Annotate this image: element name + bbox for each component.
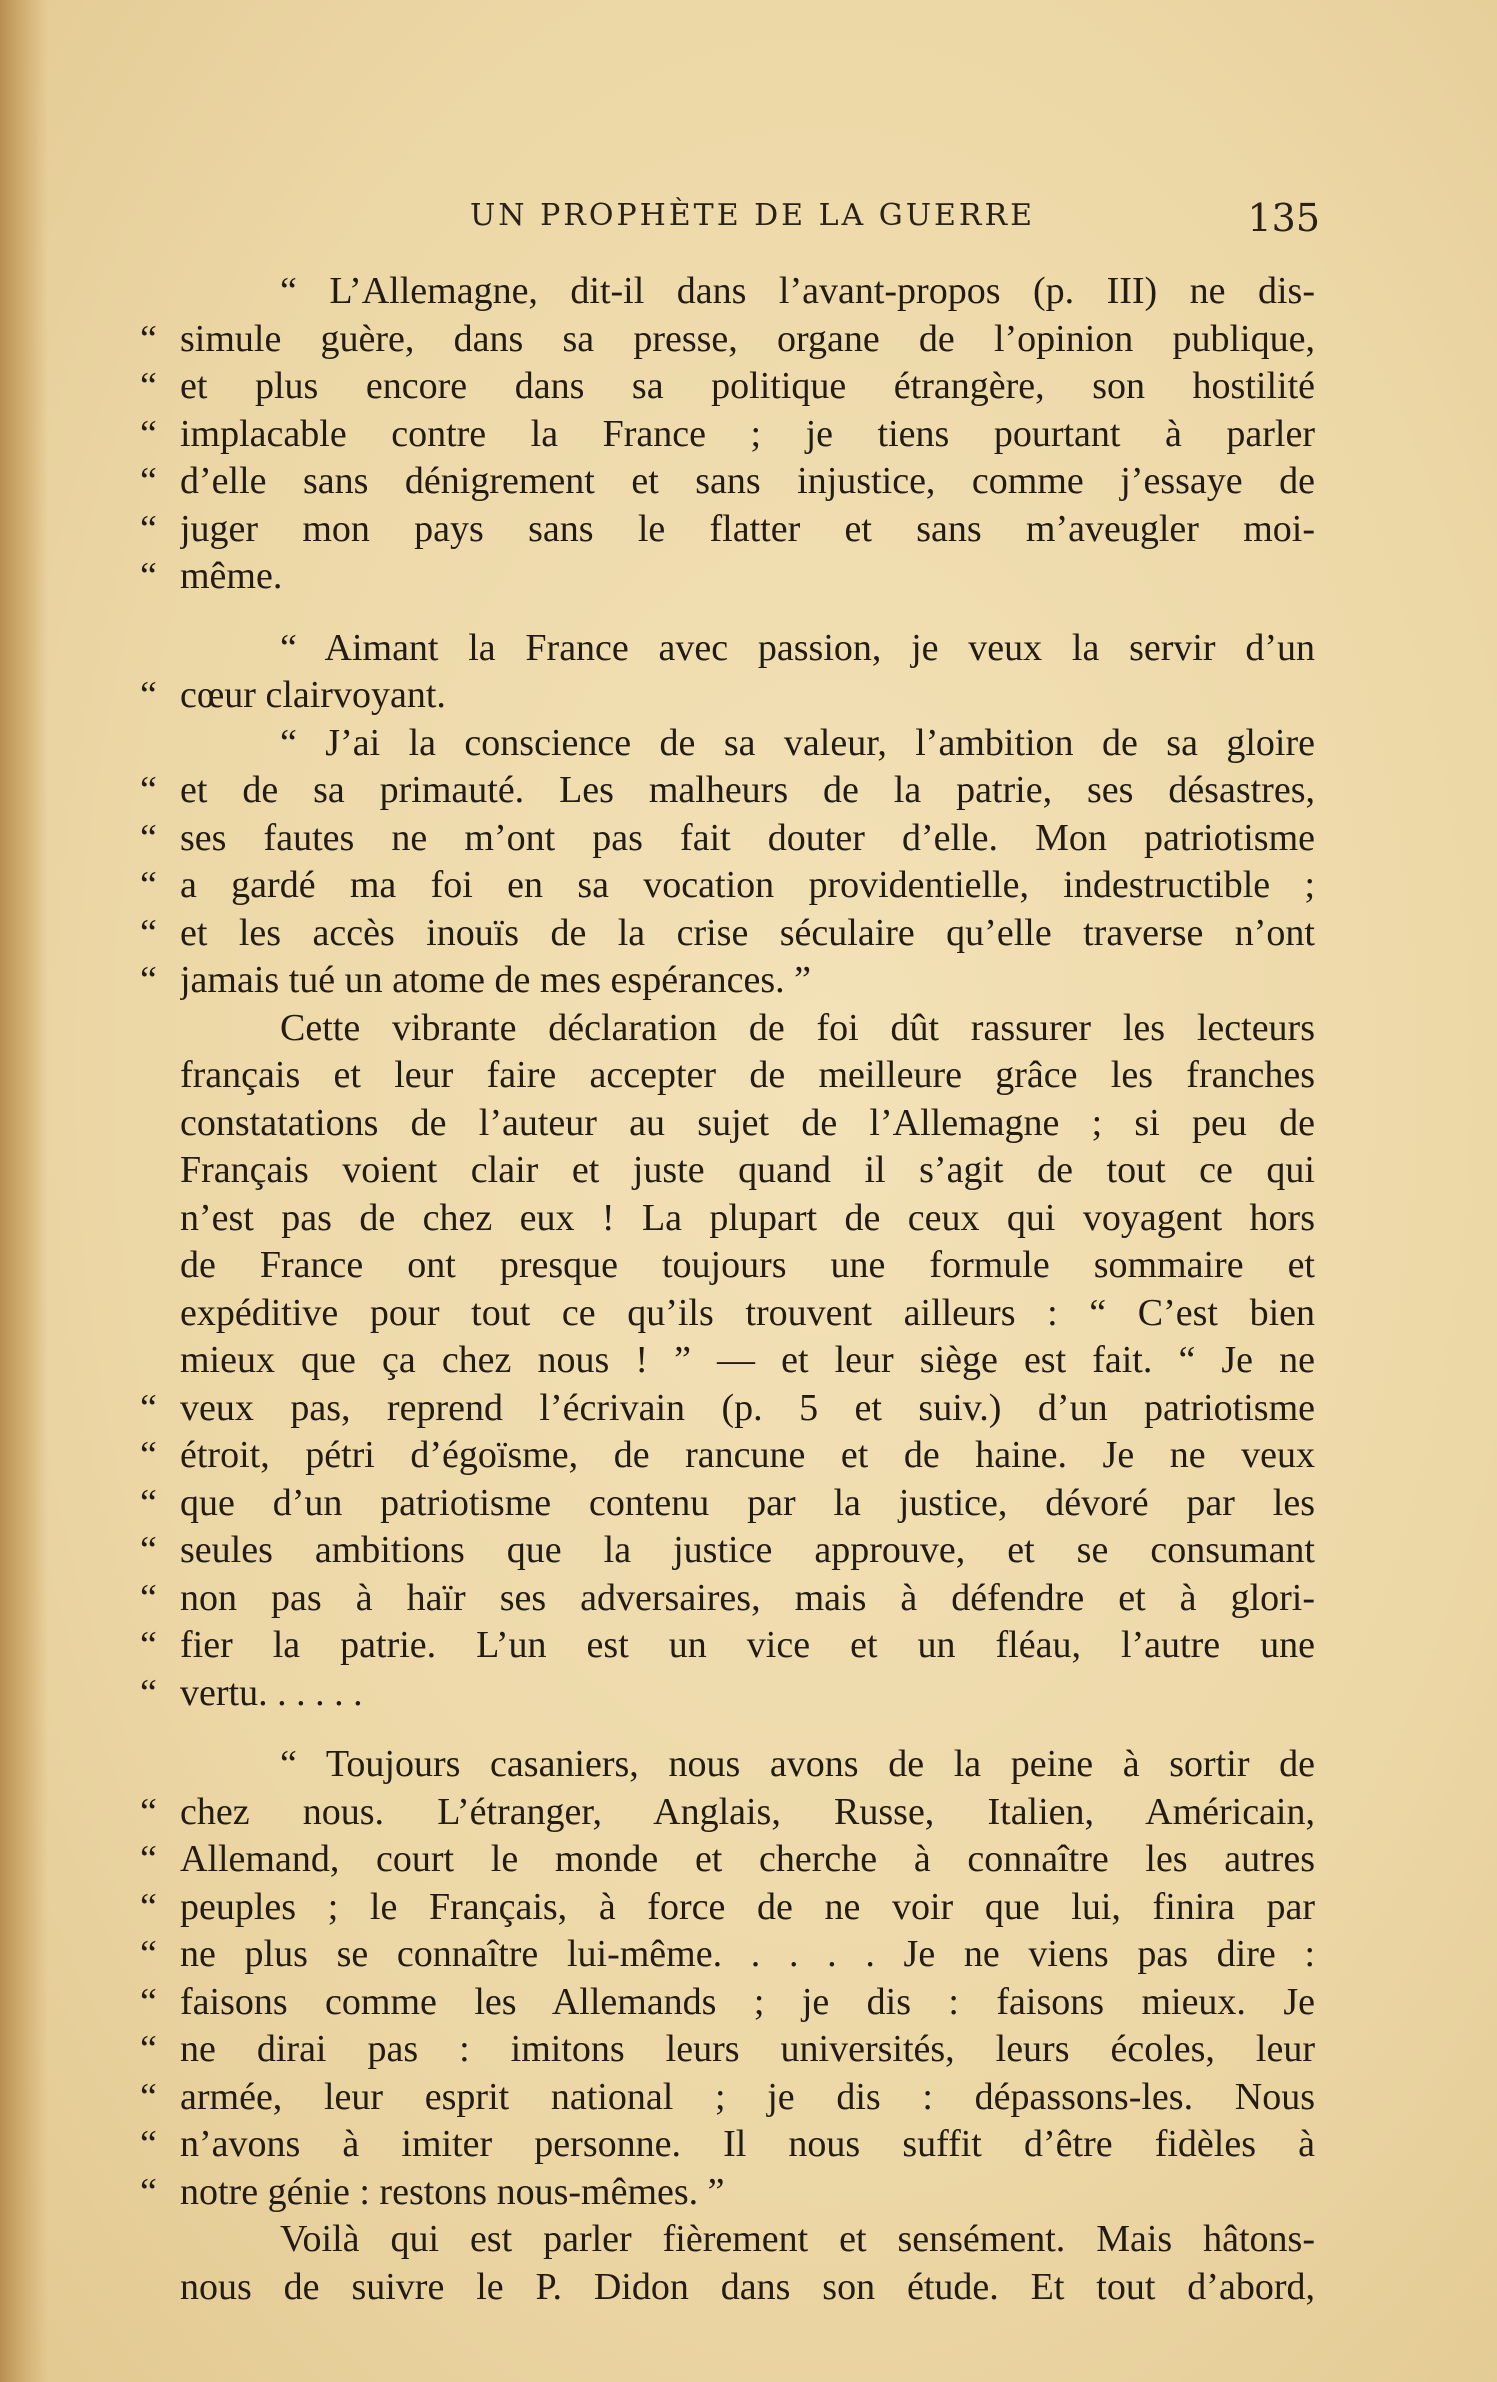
quote-mark: “ bbox=[140, 1386, 157, 1429]
text-line bbox=[140, 1195, 1315, 1243]
line-text: et plus encore dans sa politique étrangère, son hostilité bbox=[180, 365, 1315, 407]
quote-mark: “ bbox=[140, 2170, 157, 2213]
text-line bbox=[140, 2026, 1315, 2074]
line-text: et les accès inouïs de la crise séculaire qu’elle traverse n’ont bbox=[180, 911, 1315, 954]
line-text: que d’un patriotisme contenu par la justice, dévoré par les bbox=[180, 1481, 1315, 1524]
text-line bbox=[140, 2264, 1315, 2312]
line-text: ses fautes ne m’ont pas fait douter d’elle. Mon patriotisme bbox=[180, 816, 1315, 859]
text-line bbox=[140, 862, 1315, 910]
line-text: notre génie : restons nous-mêmes. ” bbox=[180, 2170, 725, 2213]
text-line bbox=[140, 553, 1315, 601]
quote-mark: “ bbox=[140, 365, 157, 407]
quote-mark bbox=[140, 1147, 180, 1195]
text-line bbox=[140, 1884, 1315, 1932]
line-text: nous de suivre le P. Didon dans son étude. Et tout d’abord, bbox=[180, 2265, 1315, 2308]
text-line bbox=[140, 506, 1315, 554]
text-line bbox=[140, 672, 1315, 720]
text-line bbox=[140, 1979, 1315, 2027]
quote-mark bbox=[140, 2216, 180, 2264]
text-line bbox=[140, 1931, 1315, 1979]
quote-mark: “ bbox=[140, 1624, 157, 1666]
quote-mark: “ bbox=[140, 1790, 157, 1833]
line-text: français et leur faire accepter de meilleure grâce les franches bbox=[180, 1054, 1315, 1096]
quote-mark: “ bbox=[140, 1671, 157, 1714]
line-text: “ J’ai la conscience de sa valeur, l’ambition de sa gloire bbox=[280, 721, 1315, 764]
quote-mark: “ bbox=[140, 1481, 157, 1524]
line-text: Voilà qui est parler fièrement et sensément. Mais hâtons- bbox=[280, 2218, 1315, 2260]
line-text: d’elle sans dénigrement et sans injustice, comme j’essaye de bbox=[180, 460, 1315, 502]
quote-mark: “ bbox=[140, 2123, 157, 2165]
quote-mark bbox=[140, 2264, 180, 2312]
text-line bbox=[140, 1147, 1315, 1195]
line-text: fier la patrie. L’un est un vice et un fléau, l’autre une bbox=[180, 1624, 1315, 1666]
text-line bbox=[140, 268, 1315, 316]
line-text: cœur clairvoyant. bbox=[180, 674, 446, 716]
line-text: juger mon pays sans le flatter et sans m’aveugler moi- bbox=[180, 507, 1315, 550]
text-line bbox=[140, 1005, 1315, 1053]
text-line bbox=[140, 2074, 1315, 2122]
quote-mark bbox=[140, 268, 180, 316]
line-text: vertu. . . . . . bbox=[180, 1671, 363, 1714]
text-line bbox=[140, 910, 1315, 958]
line-text: a gardé ma foi en sa vocation providentielle, indestructible ; bbox=[180, 864, 1315, 906]
quote-mark: “ bbox=[140, 1529, 157, 1571]
text-line bbox=[140, 1622, 1315, 1670]
line-text: “ L’Allemagne, dit-il dans l’avant-propos (p. III) ne dis- bbox=[280, 270, 1315, 312]
quote-mark: “ bbox=[140, 1933, 157, 1975]
text-line bbox=[140, 1670, 1315, 1718]
page-header bbox=[150, 186, 1320, 256]
body-text bbox=[140, 268, 1315, 2311]
quote-mark: “ bbox=[140, 674, 157, 716]
quote-mark: “ bbox=[140, 1576, 157, 1619]
quote-mark bbox=[140, 1005, 180, 1053]
line-text: expéditive pour tout ce qu’ils trouvent ailleurs : “ C’est bien bbox=[180, 1291, 1315, 1334]
text-line bbox=[140, 1242, 1315, 1290]
quote-mark: “ bbox=[140, 1434, 157, 1476]
line-text: peuples ; le Français, à force de ne voir que lui, finira par bbox=[180, 1885, 1315, 1928]
quote-mark: “ bbox=[140, 1980, 157, 2023]
quote-mark: “ bbox=[140, 507, 157, 550]
text-line bbox=[140, 1052, 1315, 1100]
quote-mark bbox=[140, 1242, 180, 1290]
line-text: armée, leur esprit national ; je dis : dépassons-les. Nous bbox=[180, 2075, 1315, 2118]
text-line bbox=[140, 1290, 1315, 1338]
text-line bbox=[140, 2216, 1315, 2264]
quote-mark: “ bbox=[140, 460, 157, 502]
quote-mark: “ bbox=[140, 1838, 157, 1880]
text-line bbox=[140, 363, 1315, 411]
text-line bbox=[140, 2169, 1315, 2217]
quote-mark bbox=[140, 1337, 180, 1385]
text-line bbox=[140, 1527, 1315, 1575]
page-gutter-shadow bbox=[0, 0, 48, 2382]
line-text: seules ambitions que la justice approuve, et se consumant bbox=[180, 1529, 1315, 1571]
text-line bbox=[140, 625, 1315, 673]
line-text: constatations de l’auteur au sujet de l’Allemagne ; si peu de bbox=[180, 1101, 1315, 1144]
text-line bbox=[140, 316, 1315, 364]
line-text: non pas à haïr ses adversaires, mais à défendre et à glori- bbox=[180, 1576, 1315, 1619]
line-text: Allemand, court le monde et cherche à connaître les autres bbox=[180, 1838, 1315, 1880]
quote-mark bbox=[140, 1741, 180, 1789]
line-text: ne dirai pas : imitons leurs universités, leurs écoles, leur bbox=[180, 2028, 1315, 2070]
text-line bbox=[140, 1789, 1315, 1837]
quote-mark: “ bbox=[140, 317, 157, 360]
line-text: veux pas, reprend l’écrivain (p. 5 et suiv.) d’un patriotisme bbox=[180, 1386, 1315, 1429]
line-text: Cette vibrante déclaration de foi dût rassurer les lecteurs bbox=[280, 1006, 1315, 1049]
text-line bbox=[140, 815, 1315, 863]
running-title: UN PROPHÈTE DE LA GUERRE bbox=[470, 198, 1035, 233]
text-line bbox=[140, 1100, 1315, 1148]
paragraph-gap bbox=[140, 601, 1315, 625]
text-line bbox=[140, 720, 1315, 768]
text-line bbox=[140, 1741, 1315, 1789]
text-line bbox=[140, 767, 1315, 815]
line-text: ne plus se connaître lui-même. . . . . Je ne viens pas dire : bbox=[180, 1933, 1315, 1975]
line-text: simule guère, dans sa presse, organe de l’opinion publique, bbox=[180, 317, 1315, 360]
quote-mark: “ bbox=[140, 2075, 157, 2118]
text-line bbox=[140, 1432, 1315, 1480]
line-text: n’avons à imiter personne. Il nous suffit d’être fidèles à bbox=[180, 2123, 1315, 2165]
quote-mark bbox=[140, 1100, 180, 1148]
text-line bbox=[140, 2121, 1315, 2169]
quote-mark: “ bbox=[140, 816, 157, 859]
quote-mark: “ bbox=[140, 412, 157, 455]
quote-mark: “ bbox=[140, 864, 157, 906]
quote-mark bbox=[140, 720, 180, 768]
line-text: mieux que ça chez nous ! ” — et leur siège est fait. “ Je ne bbox=[180, 1339, 1315, 1381]
quote-mark: “ bbox=[140, 911, 157, 954]
line-text: et de sa primauté. Les malheurs de la patrie, ses désastres, bbox=[180, 769, 1315, 811]
line-text: “ Aimant la France avec passion, je veux la servir d’un bbox=[280, 626, 1315, 669]
quote-mark bbox=[140, 1195, 180, 1243]
text-line bbox=[140, 1836, 1315, 1884]
line-text: implacable contre la France ; je tiens pourtant à parler bbox=[180, 412, 1315, 455]
text-line bbox=[140, 411, 1315, 459]
text-line bbox=[140, 957, 1315, 1005]
text-line bbox=[140, 1575, 1315, 1623]
quote-mark: “ bbox=[140, 555, 157, 597]
quote-mark: “ bbox=[140, 2028, 157, 2070]
text-line bbox=[140, 1385, 1315, 1433]
text-line bbox=[140, 1337, 1315, 1385]
quote-mark bbox=[140, 1290, 180, 1338]
paragraph-gap bbox=[140, 1717, 1315, 1741]
quote-mark: “ bbox=[140, 769, 157, 811]
line-text: chez nous. L’étranger, Anglais, Russe, Italien, Américain, bbox=[180, 1790, 1315, 1833]
line-text: n’est pas de chez eux ! La plupart de ceux qui voyagent hors bbox=[180, 1196, 1315, 1239]
quote-mark bbox=[140, 625, 180, 673]
line-text: de France ont presque toujours une formule sommaire et bbox=[180, 1244, 1315, 1286]
line-text: jamais tué un atome de mes espérances. ” bbox=[180, 959, 811, 1001]
quote-mark: “ bbox=[140, 1885, 157, 1928]
line-text: faisons comme les Allemands ; je dis : faisons mieux. Je bbox=[180, 1980, 1315, 2023]
quote-mark bbox=[140, 1052, 180, 1100]
text-line bbox=[140, 458, 1315, 506]
quote-mark: “ bbox=[140, 959, 157, 1001]
line-text: Français voient clair et juste quand il s’agit de tout ce qui bbox=[180, 1149, 1315, 1191]
line-text: même. bbox=[180, 555, 283, 597]
page-number: 135 bbox=[1247, 196, 1320, 240]
line-text: étroit, pétri d’égoïsme, de rancune et de haine. Je ne veux bbox=[180, 1434, 1315, 1476]
line-text: “ Toujours casaniers, nous avons de la peine à sortir de bbox=[280, 1743, 1315, 1785]
text-line bbox=[140, 1480, 1315, 1528]
